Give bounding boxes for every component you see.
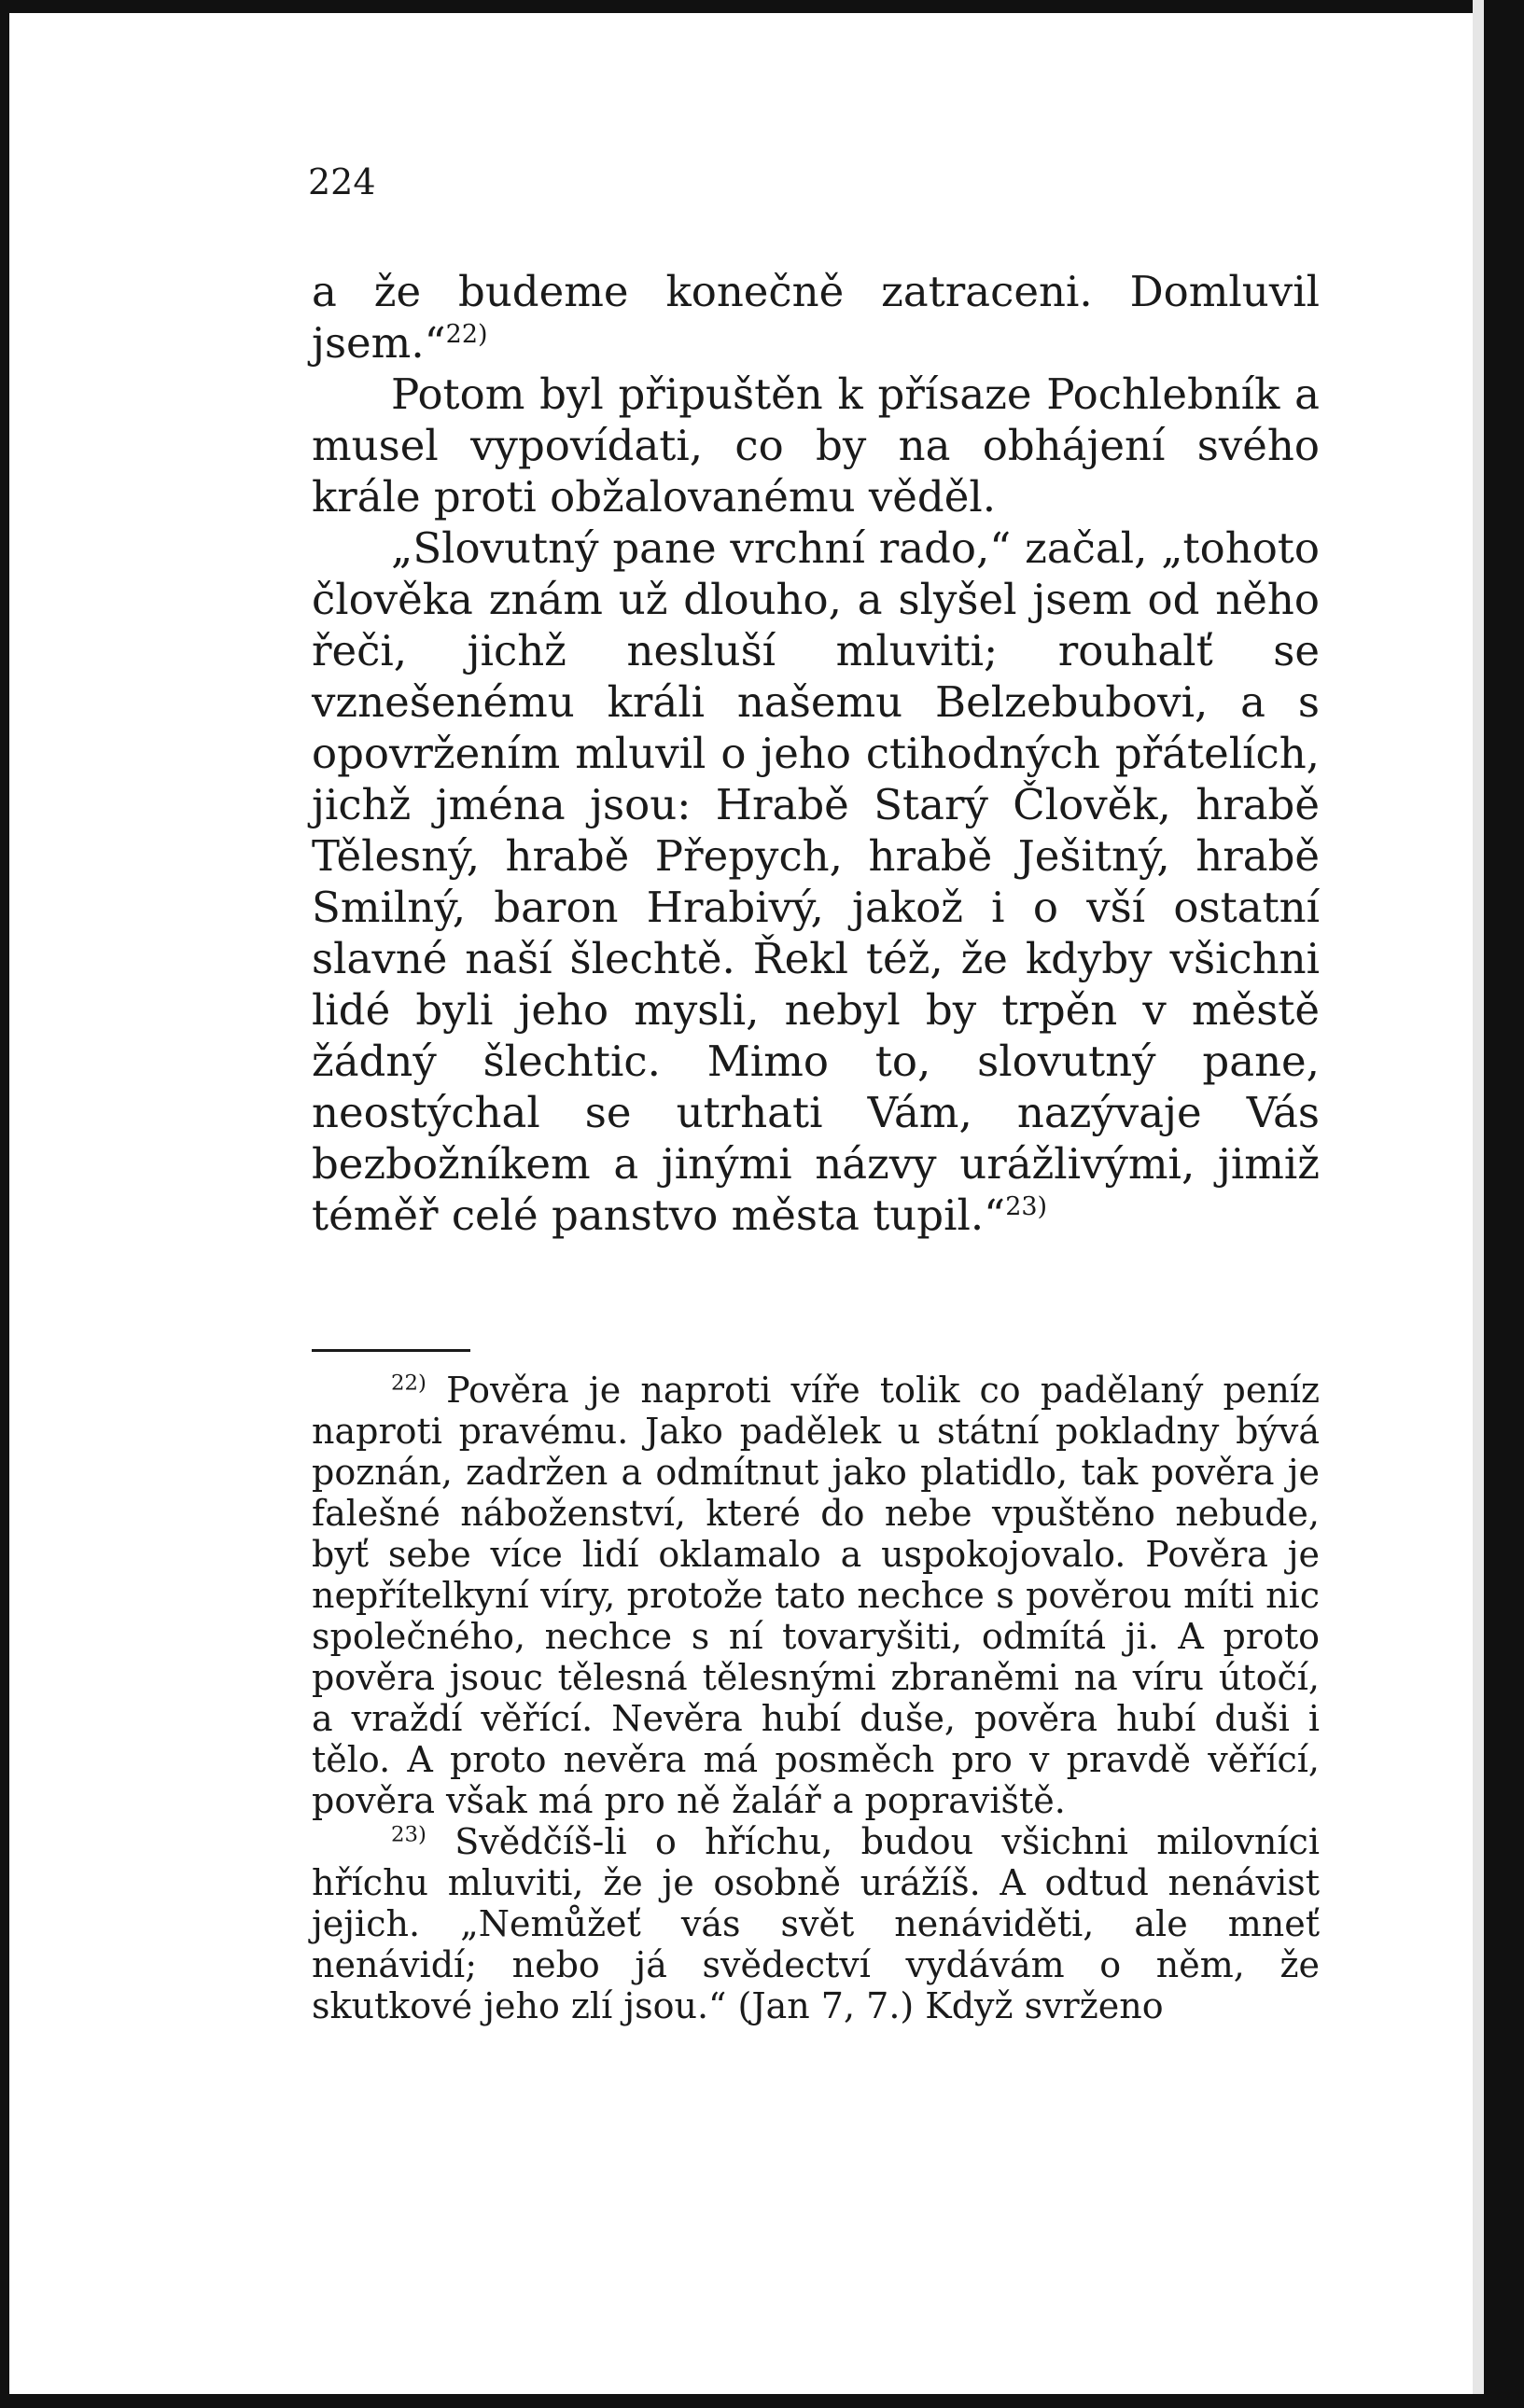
footnote-23-text: Svědčíš-li o hříchu, budou všichni milovníci hříchu mluviti, že je osobně urážíš. A odtud nenávist jejich. „Nemůžeť vás svět nenáviděti, ale mneť nenávidí; nebo já svědectví vydávám o něm, že skutkové jeho zlí jsou.“ (Jan 7, 7.) Když svrženo xyxy=(312,1821,1320,2026)
footnote-22 xyxy=(312,1370,1320,1821)
main-text xyxy=(312,266,1320,1241)
scan-border-top xyxy=(0,0,1524,13)
paragraph-2: Potom byl připuštěn k přísaze Pochlebník a musel vypovídati, co by na obhájení svého krále proti obžalovanému věděl. xyxy=(312,369,1320,522)
scan-page-edge xyxy=(1473,0,1484,2408)
page-number: 224 xyxy=(308,161,376,202)
footnote-separator xyxy=(312,1349,470,1352)
footnote-ref-22: 22) xyxy=(445,320,488,349)
paragraph-1-text: a že budeme konečně zatraceni. Domluvil jsem.“ xyxy=(312,267,1320,368)
footnote-22-text: Pověra je naproti víře tolik co padělaný peníz naproti pravému. Jako padělek u státní pokladny bývá poznán, zadržen a odmítnut jako platidlo, tak pověra je falešné náboženství, které do nebe vpuštěno nebude, byť sebe více lidí oklamalo a uspokojovalo. Pověra je nepřítelkyní víry, protože tato nechce s pověrou míti nic společného, nechce s ní tovaryšiti, odmítá ji. A proto pověra jsouc tělesná tělesnými zbraněmi na víru útočí, a vraždí věřící. Nevěra hubí duše, pověra hubí duši i tělo. A proto nevěra má posměch pro v pravdě věřící, pověra však má pro ně žalář a popraviště. xyxy=(312,1370,1320,1821)
footnote-23 xyxy=(312,1821,1320,2026)
footnotes xyxy=(312,1370,1320,2026)
scan-border-left xyxy=(0,0,9,2408)
paragraph-3 xyxy=(312,522,1320,1241)
paragraph-1 xyxy=(312,266,1320,369)
paragraph-3-text: „Slovutný pane vrchní rado,“ začal, „tohoto člověka znám už dlouho, a slyšel jsem od něho řeči, jichž nesluší mluviti; rouhalť se vznešenému králi našemu Belzebubovi, a s opovržením mluvil o jeho ctihodných přátelích, jichž jména jsou: Hrabě Starý Člověk, hrabě Tělesný, hrabě Přepych, hrabě Ješitný, hrabě Smilný, baron Hrabivý, jakož i o vší ostatní slavné naší šlechtě. Řekl též, že kdyby všichni lidé byli jeho mysli, nebyl by trpěn v městě žádný šlechtic. Mimo to, slovutný pane, neostýchal se utrhati Vám, nazývaje Vás bezbožníkem a jinými názvy urážlivými, jimiž téměř celé panstvo města tupil.“ xyxy=(312,523,1320,1240)
footnote-ref-23: 23) xyxy=(1005,1192,1048,1221)
footnote-23-mark: 23) xyxy=(391,1822,426,1847)
footnote-22-mark: 22) xyxy=(391,1371,426,1396)
scan-border-bottom xyxy=(0,2394,1524,2408)
scan-border-right xyxy=(1484,0,1524,2408)
